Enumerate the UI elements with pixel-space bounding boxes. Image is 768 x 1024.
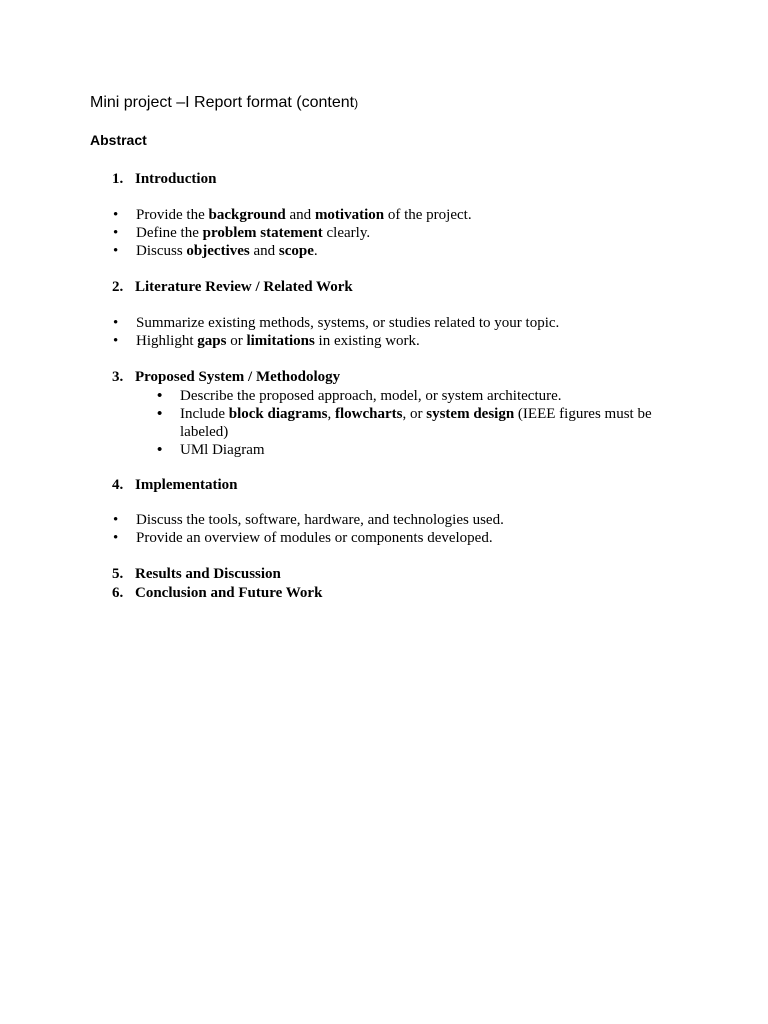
list-item: • Discuss the tools, software, hardware, and technologies used. [113, 512, 504, 528]
list-item: • Describe the proposed approach, model, or system architecture. [157, 388, 562, 404]
list-item: • Summarize existing methods, systems, or studies related to your topic. [113, 315, 560, 331]
list-item: • Include block diagrams, flowcharts, or system design (IEEE figures must be labeled) [157, 406, 652, 440]
list-item: • Provide the background and motivation of the project. [113, 207, 472, 223]
section-introduction-heading: 1. Introduction [112, 171, 217, 187]
list-item: • Provide an overview of modules or components developed. [113, 530, 493, 546]
list-item: • Discuss objectives and scope. [113, 243, 318, 259]
abstract-heading: Abstract [90, 132, 147, 148]
section-literature-review-heading: 2. Literature Review / Related Work [112, 279, 353, 295]
list-item: • UMl Diagram [157, 442, 265, 458]
section-proposed-system-heading: 3. Proposed System / Methodology [112, 369, 341, 385]
document-title: Mini project –I Report format (content) [90, 94, 359, 111]
section-results-heading: 5. Results and Discussion [112, 566, 281, 582]
list-item: • Highlight gaps or limitations in existing work. [113, 333, 420, 349]
section-conclusion-heading: 6. Conclusion and Future Work [112, 585, 323, 601]
section-implementation-heading: 4. Implementation [112, 477, 238, 493]
list-item: • Define the problem statement clearly. [113, 225, 371, 241]
